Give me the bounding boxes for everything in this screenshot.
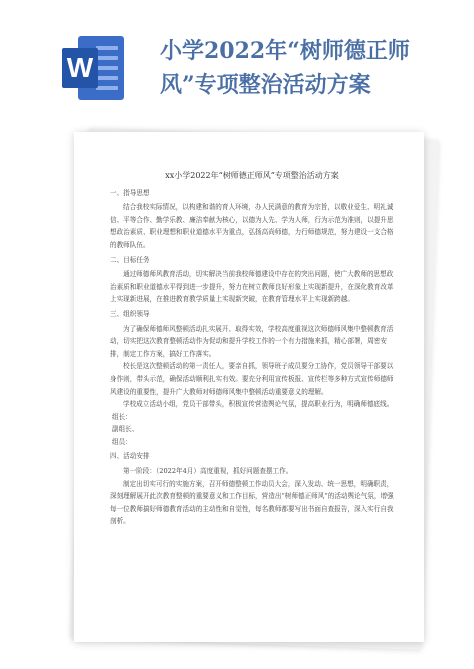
word-icon-badge: W: [62, 48, 98, 88]
paragraph: 校长是这次整顿活动的第一责任人，要亲自抓，领导班子成员要分工协作，党员领导干部要以身作则，带头示范，确保活动顺利扎实有效。要充分利用宣传板报、宣传栏等多种方式宣传师德师风建设的重要性，提升广大教师对师德师风集中整顿活动重要意义的理解。: [110, 362, 394, 396]
paragraph: 为了确保师德师风整顿活动扎实展开、取得实效，学校高度重视这次师德师风集中整顿教育活动，切实把这次教育整顿活动作为促动和提升学校工作的一个有力措施来抓，精心部署，周密安排，制定工作方案，搞好工作落实。: [110, 324, 394, 358]
document-body: [110, 187, 394, 528]
word-icon-line: [96, 86, 118, 90]
page-title: 小学2022年“树师德正师风”专项整治活动方案: [160, 38, 410, 98]
member-line: 组长：: [112, 412, 132, 421]
section-heading: 二、目标任务: [110, 255, 150, 264]
section-heading: 四、活动安排: [110, 452, 150, 461]
section-heading: 一、指导思想: [110, 188, 150, 197]
paragraph: 学校成立活动小组，党员干部带头，积极宣传营造舆论气氛，提高职业行为，明确师德底线。: [123, 400, 394, 409]
paragraph: 通过师德师风教育活动，切实解决当前我校师德建设中存在的突出问题，使广大教师的思想政治素质和职业道德水平得到进一步提升，努力在树立教师良好形象上实现新提升，在深化教育改革上实现新进展，在推进教育教学质量上实现新突破，在教育管理水平上实现新跨越。: [110, 270, 394, 304]
word-icon-line: [96, 56, 118, 60]
document-page: [74, 132, 424, 642]
word-icon-line: [96, 66, 118, 70]
paragraph: 第一阶段：（2022年4月）高度重视，抓好问题查摆工作。: [123, 467, 293, 476]
document-title: xx小学2022年“树师德正师风”专项整治活动方案: [165, 171, 339, 180]
word-document-icon: [62, 36, 124, 100]
member-line: 副组长、: [112, 425, 139, 434]
document-header: [0, 0, 474, 120]
member-line: 组员：: [112, 437, 132, 446]
word-icon-line: [96, 76, 118, 80]
document-preview: [70, 128, 430, 648]
section-heading: 三、组织领导: [110, 309, 150, 318]
paragraph: 制定出切实可行的实施方案，召开师德整顿工作动员大会，深入发动、统一思想，明确职责，深刻理解展开此次教育整顿的重要意义和工作目标，营造出“树师德正师风”的活动舆论气氛，增强每一位教师搞好师德教育活动的主动性和自觉性，每名教师都要写出书面自查报告，深入实行自我剖析。: [110, 479, 394, 526]
word-icon-line: [96, 46, 118, 50]
paragraph: 结合我校实际情况，以构建和谐的育人环境，办人民满意的教育为宗旨，以敬业爱生、明礼诚信、平等合作、勤学乐教、廉洁奉献为核心，以德为人先、学为人师，行为示范为准则，以提升思想政治素质、职业理想和职业道德水平为重点，弘扬高尚师德，力行师德规范，努力建设一支合格的教师队伍。: [110, 203, 394, 249]
